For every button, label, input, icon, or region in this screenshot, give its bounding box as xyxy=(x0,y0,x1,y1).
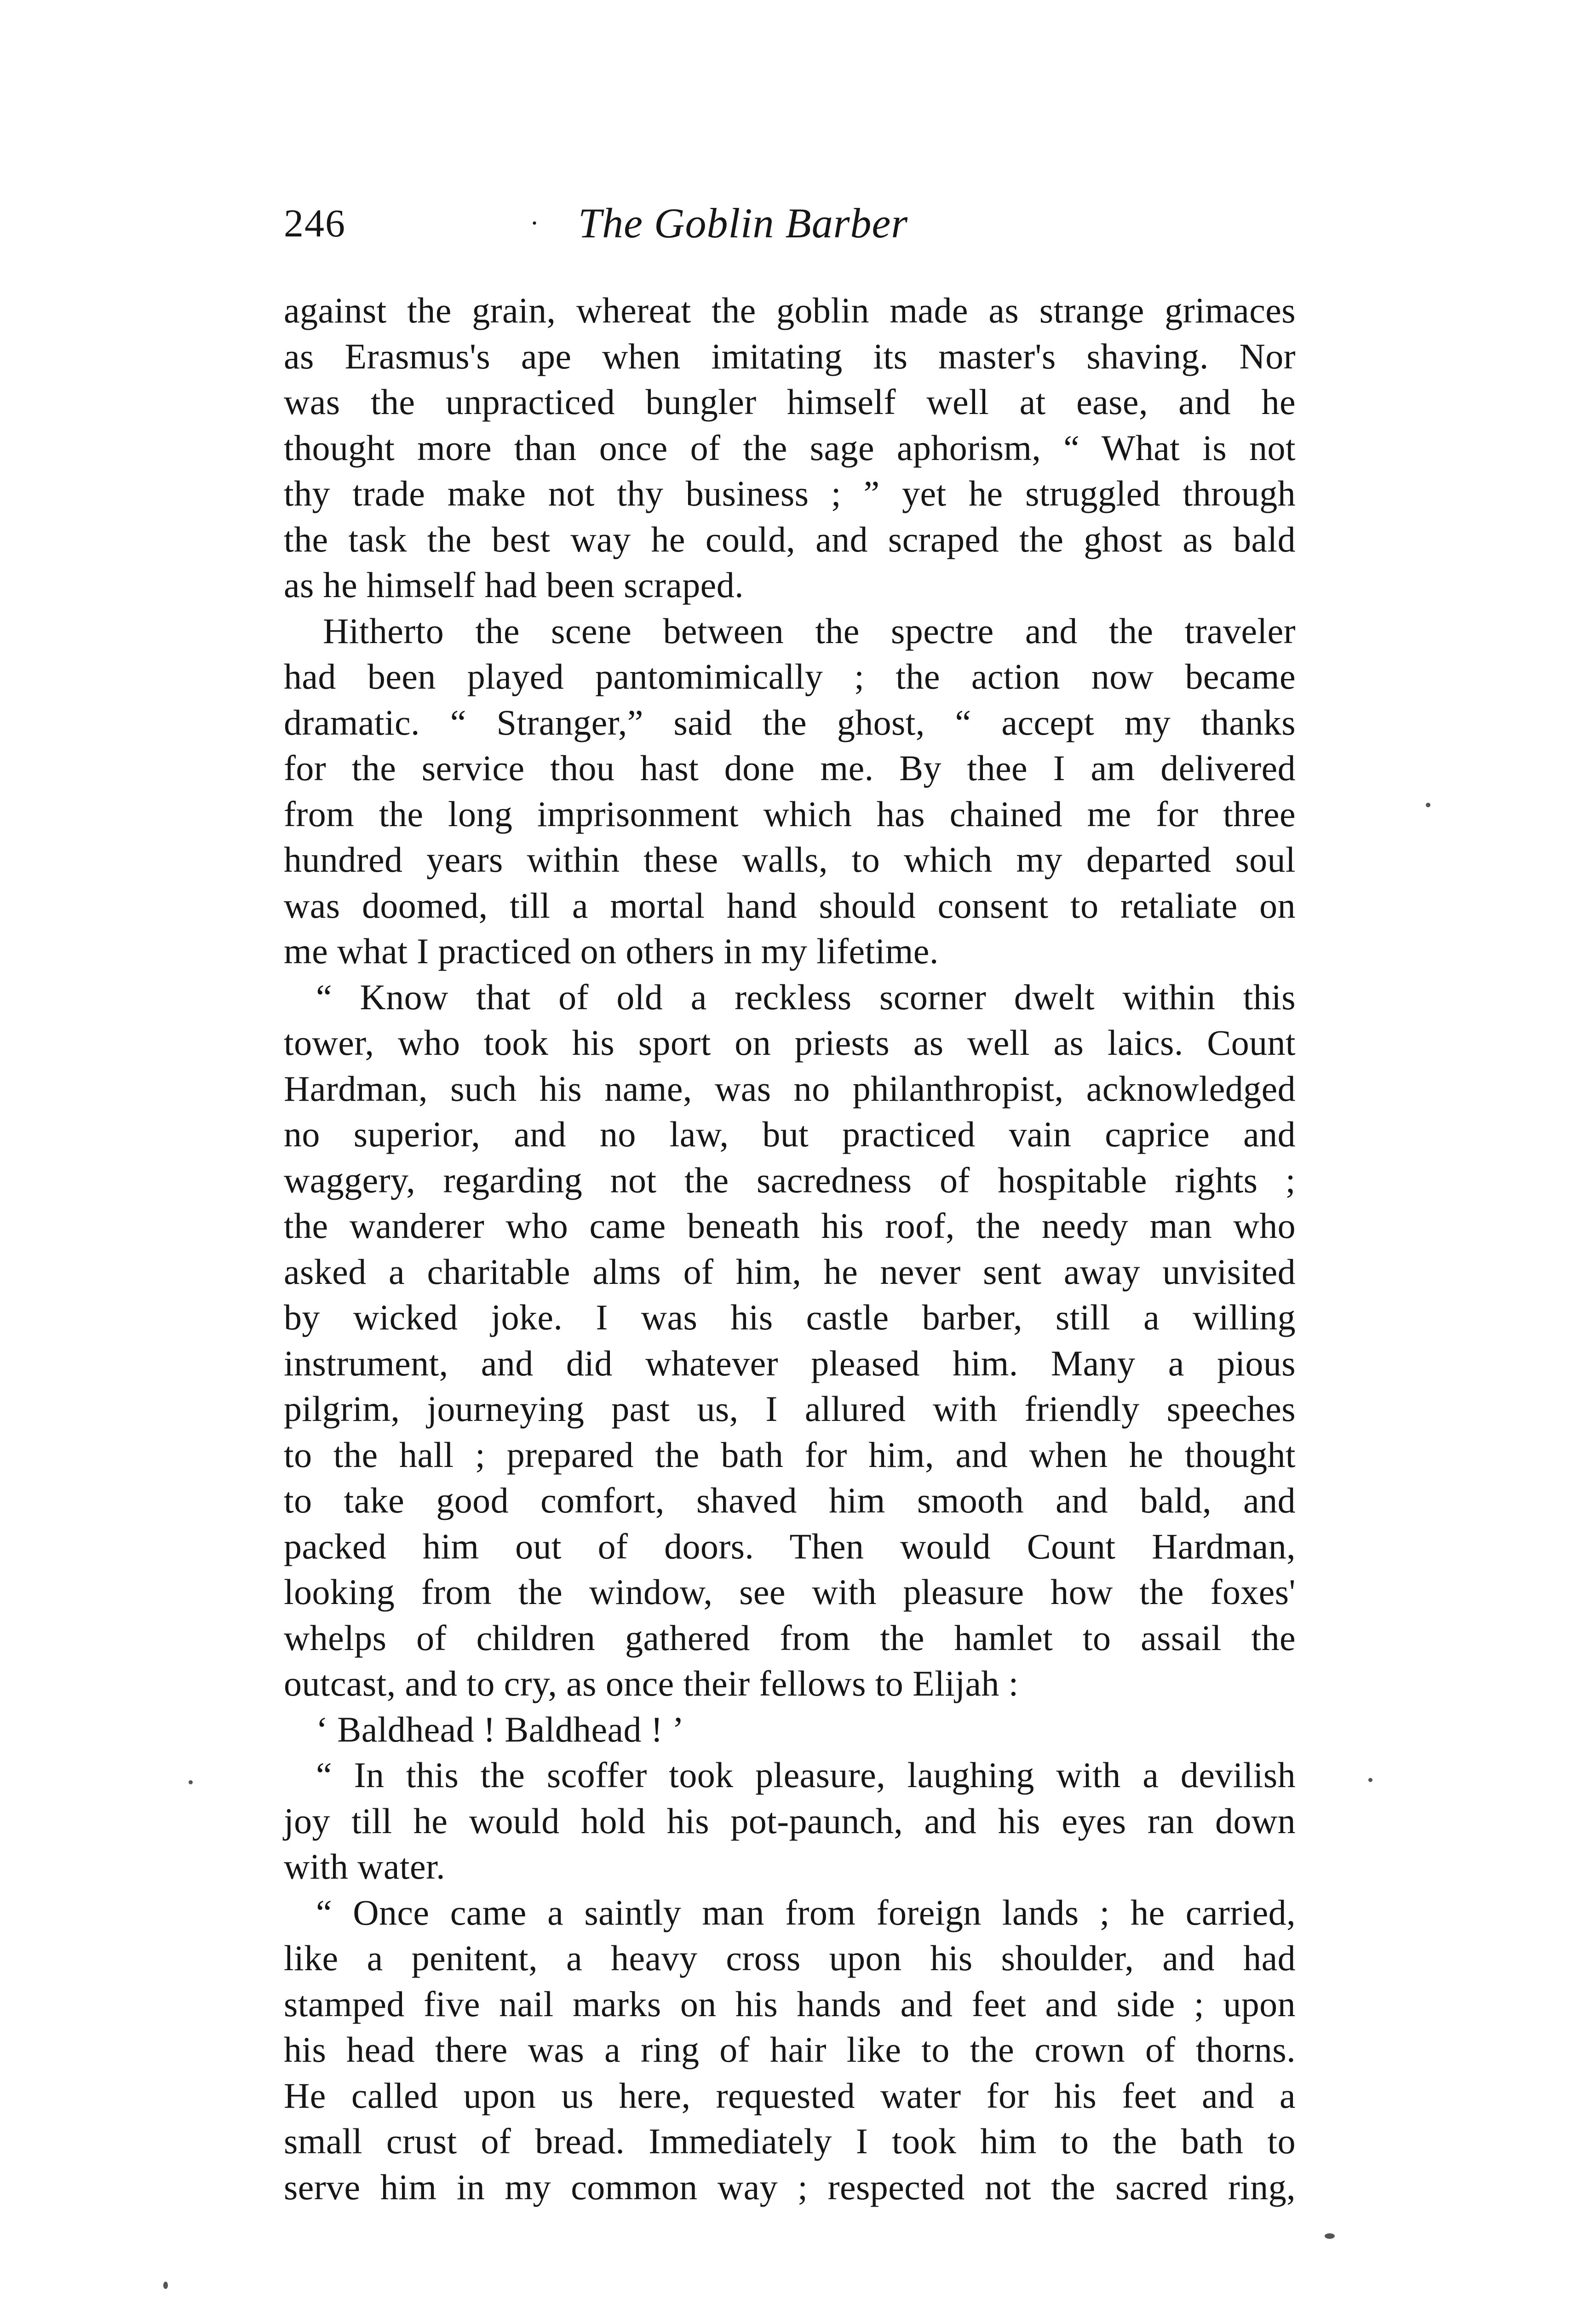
text-line: “ Know that of old a reckless scorner dwelt within this xyxy=(316,977,1296,1017)
text-line: was the unpracticed bungler himself well at ease, and he xyxy=(284,382,1296,422)
text-line: for the service thou hast done me. By thee I am delivered xyxy=(284,748,1296,788)
text-line: by wicked joke. I was his castle barber, still a willing xyxy=(284,1297,1296,1337)
text-line: was doomed, till a mortal hand should consent to retaliate on xyxy=(284,885,1296,926)
page-number: 246 xyxy=(284,201,346,245)
text-line: against the grain, whereat the goblin made as strange grimaces xyxy=(284,290,1296,330)
text-line: “ In this the scoffer took pleasure, laughing with a devilish xyxy=(316,1755,1296,1795)
text-line: to the hall ; prepared the bath for him, and when he thought xyxy=(284,1434,1296,1475)
text-line: ‘ Baldhead ! Baldhead ! ’ xyxy=(316,1709,684,1749)
text-line: instrument, and did whatever pleased him. Many a pious xyxy=(284,1343,1296,1383)
text-line: outcast, and to cry, as once their fellows to Elijah : xyxy=(284,1663,1019,1703)
text-line: the task the best way he could, and scraped the ghost as bald xyxy=(284,519,1296,559)
scan-speck xyxy=(1368,1778,1372,1782)
text-line: tower, who took his sport on priests as well as laics. Count xyxy=(284,1023,1296,1063)
text-line: thought more than once of the sage aphorism, “ What is not xyxy=(284,427,1296,468)
text-line: looking from the window, see with pleasure how the foxes' xyxy=(284,1572,1296,1612)
scan-speck xyxy=(1426,803,1430,807)
running-head xyxy=(284,191,1296,255)
text-line: with water. xyxy=(284,1846,445,1886)
text-line: Hardman, such his name, was no philanthropist, acknowledged xyxy=(284,1068,1296,1109)
text-line: whelps of children gathered from the hamlet to assail the xyxy=(284,1617,1296,1658)
text-line: as Erasmus's ape when imitating its master's shaving. Nor xyxy=(284,336,1296,376)
text-line: no superior, and no law, but practiced vain caprice and xyxy=(284,1114,1296,1154)
header-separator: · xyxy=(530,208,539,238)
text-line: the wanderer who came beneath his roof, the needy man who xyxy=(284,1206,1296,1246)
text-line: dramatic. “ Stranger,” said the ghost, “ accept my thanks xyxy=(284,702,1296,742)
scan-speck xyxy=(189,1780,193,1784)
text-line: Hitherto the scene between the spectre and the traveler xyxy=(323,610,1296,651)
text-line: joy till he would hold his pot-paunch, and his eyes ran down xyxy=(284,1800,1296,1841)
text-line: thy trade make not thy business ; ” yet he struggled through xyxy=(284,473,1296,513)
text-line: as he himself had been scraped. xyxy=(284,565,744,605)
body-text xyxy=(284,288,1296,2210)
text-line: packed him out of doors. Then would Count Hardman, xyxy=(284,1526,1296,1566)
text-line: hundred years within these walls, to which my departed soul xyxy=(284,840,1296,880)
text-line: small crust of bread. Immediately I took him to the bath to xyxy=(284,2121,1296,2161)
text-line: his head there was a ring of hair like to the crown of thorns. xyxy=(284,2030,1296,2070)
scan-speck xyxy=(1325,2233,1335,2239)
text-line: waggery, regarding not the sacredness of hospitable rights ; xyxy=(284,1160,1296,1200)
text-line: “ Once came a saintly man from foreign lands ; he carried, xyxy=(316,1892,1296,1932)
text-line: He called upon us here, requested water for his feet and a xyxy=(284,2075,1296,2116)
text-line: me what I practiced on others in my lifetime. xyxy=(284,931,939,971)
text-line: like a penitent, a heavy cross upon his shoulder, and had xyxy=(284,1938,1296,1978)
text-line: to take good comfort, shaved him smooth and bald, and xyxy=(284,1480,1296,1520)
text-line: stamped five nail marks on his hands and feet and side ; upon xyxy=(284,1984,1296,2024)
text-line: asked a charitable alms of him, he never sent away unvisited xyxy=(284,1251,1296,1292)
text-line: serve him in my common way ; respected not the sacred ring, xyxy=(284,2167,1296,2207)
book-title: The Goblin Barber xyxy=(578,200,908,247)
text-line: had been played pantomimically ; the action now became xyxy=(284,656,1296,696)
text-line: pilgrim, journeying past us, I allured with friendly speeches xyxy=(284,1389,1296,1429)
scan-speck xyxy=(163,2282,168,2289)
text-line: from the long imprisonment which has chained me for three xyxy=(284,794,1296,834)
